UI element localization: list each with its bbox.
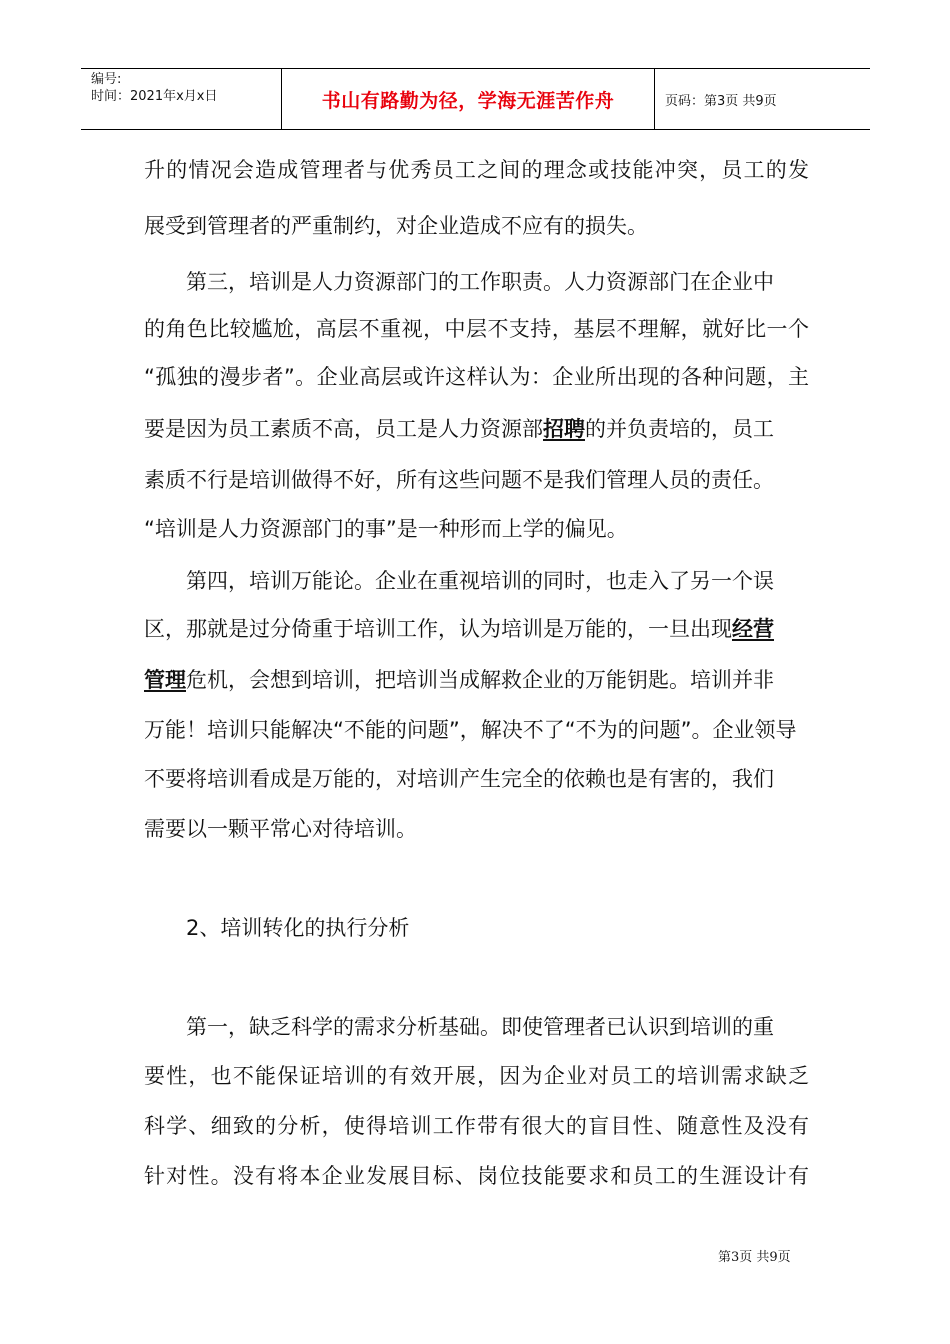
text-run: 要是因为员工素质不高，员工是人力资源部 <box>144 417 543 441</box>
keyword-link[interactable]: 经营 <box>732 617 774 641</box>
paragraph-line: 需要以一颗平常心对待培训。 <box>144 817 417 841</box>
paragraph-line: 第四，培训万能论。企业在重视培训的同时，也走入了另一个误 <box>186 569 774 593</box>
paragraph-line: 升的情况会造成管理者与优秀员工之间的理念或技能冲突，员工的发 <box>144 158 809 182</box>
header-page-cell <box>655 69 870 129</box>
header-motto-cell <box>282 69 655 129</box>
paragraph-line: 展受到管理者的严重制约，对企业造成不应有的损失。 <box>144 214 648 238</box>
text-run: 危机，会想到培训，把培训当成解救企业的万能钥匙。培训并非 <box>186 668 774 692</box>
paragraph-line: 第一，缺乏科学的需求分析基础。即使管理者已认识到培训的重 <box>186 1015 774 1039</box>
paragraph-line: 要性，也不能保证培训的有效开展，因为企业对员工的培训需求缺乏 <box>144 1064 809 1088</box>
header-meta-cell <box>81 69 282 129</box>
document-date-label: 时间：2021年x月x日 <box>91 89 218 104</box>
page-header <box>81 68 870 130</box>
keyword-link[interactable]: 招聘 <box>543 417 585 441</box>
paragraph-line: 针对性。没有将本企业发展目标、岗位技能要求和员工的生涯设计有 <box>144 1164 809 1188</box>
paragraph-line: 素质不行是培训做得不好，所有这些问题不是我们管理人员的责任。 <box>144 468 774 492</box>
document-number-label: 编号: <box>91 72 122 87</box>
text-run: 的并负责培的，员工 <box>585 417 774 441</box>
paragraph-line <box>144 665 774 695</box>
header-page-info: 页码：第3页 共9页 <box>665 93 777 109</box>
header-motto: 书山有路勤为径，学海无涯苦作舟 <box>321 89 615 112</box>
paragraph-line: 第三，培训是人力资源部门的工作职责。人力资源部门在企业中 <box>186 270 774 294</box>
paragraph-line <box>144 414 774 444</box>
paragraph-line: 万能！培训只能解决“不能的问题”，解决不了“不为的问题”。企业领导 <box>144 718 797 742</box>
paragraph-line: “培训是人力资源部门的事”是一种形而上学的偏见。 <box>144 517 628 541</box>
section-heading: 2、培训转化的执行分析 <box>186 916 410 940</box>
paragraph-line <box>144 614 774 644</box>
paragraph-line: 不要将培训看成是万能的，对培训产生完全的依赖也是有害的，我们 <box>144 767 774 791</box>
paragraph-line: “孤独的漫步者”。企业高层或许这样认为：企业所出现的各种问题，主 <box>144 365 809 389</box>
paragraph-line: 的角色比较尴尬，高层不重视，中层不支持，基层不理解，就好比一个 <box>144 317 809 341</box>
paragraph-line: 科学、细致的分析，使得培训工作带有很大的盲目性、随意性及没有 <box>144 1114 809 1138</box>
text-run: 区，那就是过分倚重于培训工作，认为培训是万能的，一旦出现 <box>144 617 732 641</box>
page-footer: 第3页 共9页 <box>718 1250 791 1265</box>
keyword-link[interactable]: 管理 <box>144 668 186 692</box>
